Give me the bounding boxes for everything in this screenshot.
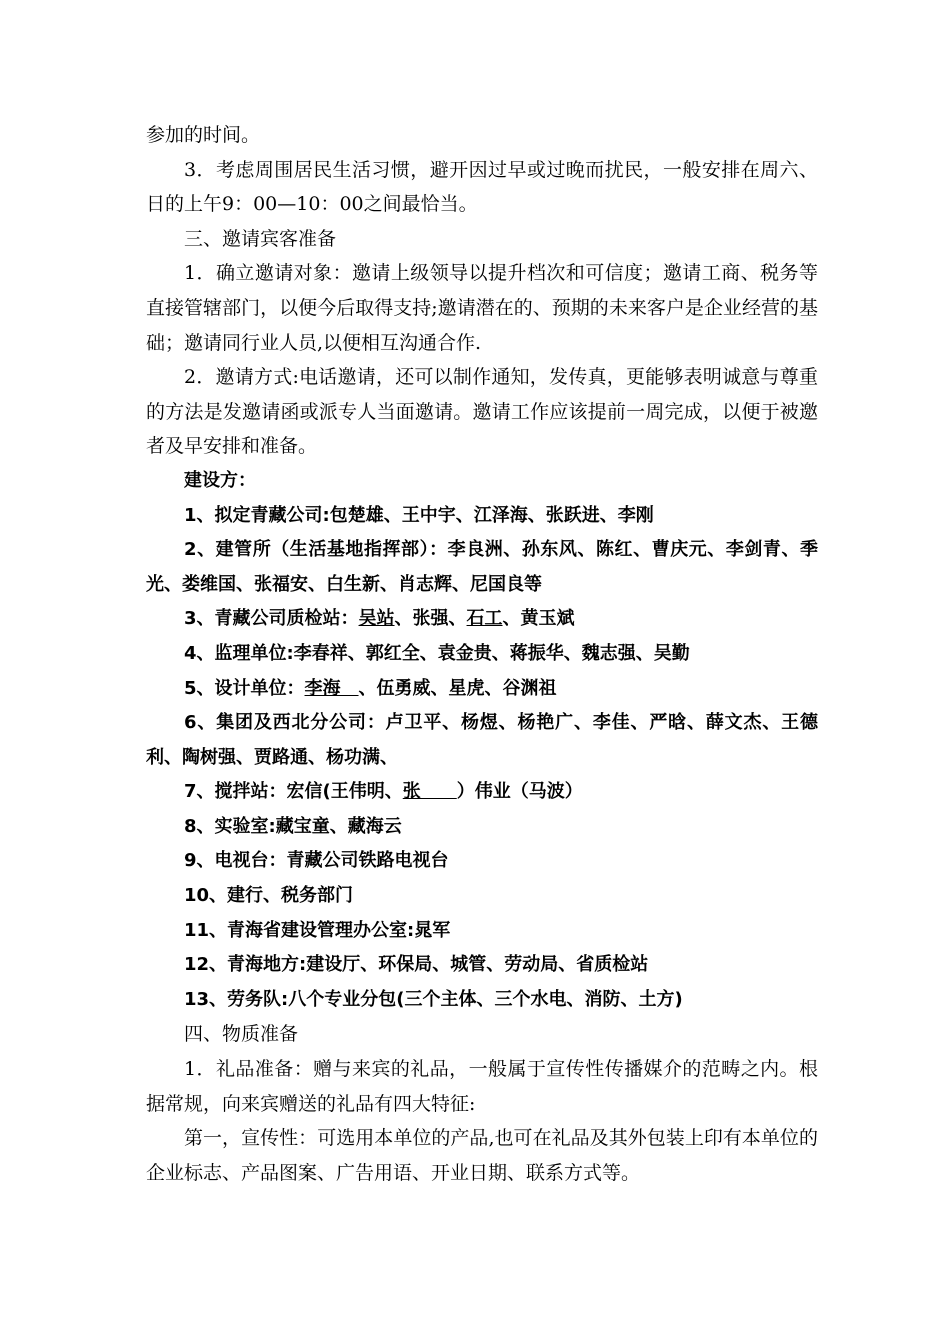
item-text: 5、设计单位： bbox=[184, 677, 305, 699]
document-page bbox=[146, 118, 818, 1190]
underlined-name: 李海 bbox=[304, 677, 359, 699]
list-item: 9、电视台：青藏公司铁路电视台 bbox=[184, 850, 449, 872]
list-item: 1、拟定青藏公司:包楚雄、王中宇、江泽海、张跃进、李刚 bbox=[184, 504, 654, 526]
list-item: 11、青海省建设管理办公室:晁军 bbox=[184, 919, 451, 941]
item-text: ）伟业（马波） bbox=[456, 781, 583, 803]
list-item: 8、实验室:藏宝童、藏海云 bbox=[184, 815, 402, 837]
item-text: 、伍勇威、星虎、谷渊祖 bbox=[358, 677, 557, 699]
paragraph: 1．礼品准备：赠与来宾的礼品，一般属于宣传性传播媒介的范畴之内。根据常规，向来宾赠送的礼品有四大特征: bbox=[146, 1058, 818, 1115]
list-item: 10、建行、税务部门 bbox=[184, 885, 354, 907]
underlined-name: 吴站 bbox=[358, 608, 395, 630]
section-heading: 三、邀请宾客准备 bbox=[184, 227, 337, 250]
underlined-name: 张 bbox=[402, 781, 457, 803]
list-item bbox=[146, 602, 818, 637]
list-item bbox=[146, 775, 818, 810]
section-heading: 四、物质准备 bbox=[184, 1023, 299, 1046]
item-text: 、黄玉斌 bbox=[502, 608, 575, 630]
paragraph: 第一，宣传性：可选用本单位的产品,也可在礼品及其外包装上印有本单位的企业标志、产品图案、广告用语、开业日期、联系方式等。 bbox=[146, 1127, 818, 1184]
list-item: 13、劳务队:八个专业分包(三个主体、三个水电、消防、土方) bbox=[184, 988, 683, 1010]
paragraph: 参加的时间。 bbox=[146, 124, 261, 146]
item-text: 、张强、 bbox=[394, 608, 467, 630]
list-item: 6、集团及西北分公司：卢卫平、杨煜、杨艳广、李佳、严晗、薛文杰、王德利、陶树强、贾路通、杨功满、 bbox=[146, 712, 818, 768]
paragraph: 1．确立邀请对象：邀请上级领导以提升档次和可信度；邀请工商、税务等直接管辖部门，以便今后取得支持;邀请潜在的、预期的未来客户是企业经营的基础；邀请同行业人员,以便相互沟通合作. bbox=[146, 262, 818, 354]
list-item: 2、建管所（生活基地指挥部）：李良洲、孙东风、陈红、曹庆元、李剑青、季光、娄维国、张福安、白生新、肖志辉、尼国良等 bbox=[146, 539, 818, 595]
builder-heading: 建设方： bbox=[184, 469, 256, 491]
underlined-name: 石工 bbox=[466, 608, 503, 630]
item-text: 7、搅拌站：宏信(王伟明、 bbox=[184, 781, 403, 803]
list-item: 4、监理单位:李春祥、郭红全、袁金贵、蒋振华、魏志强、吴勤 bbox=[184, 642, 690, 664]
paragraph: 2．邀请方式:电话邀请，还可以制作通知，发传真，更能够表明诚意与尊重的方法是发邀请函或派专人当面邀请。邀请工作应该提前一周完成，以便于被邀者及早安排和准备。 bbox=[146, 366, 818, 458]
item-text: 3、青藏公司质检站： bbox=[184, 608, 359, 630]
list-item: 12、青海地方:建设厅、环保局、城管、劳动局、省质检站 bbox=[184, 954, 649, 976]
list-item bbox=[146, 672, 818, 707]
paragraph: 3．考虑周围居民生活习惯，避开因过早或过晚而扰民，一般安排在周六、日的上午9：00—10：00之间最恰当。 bbox=[146, 158, 818, 216]
